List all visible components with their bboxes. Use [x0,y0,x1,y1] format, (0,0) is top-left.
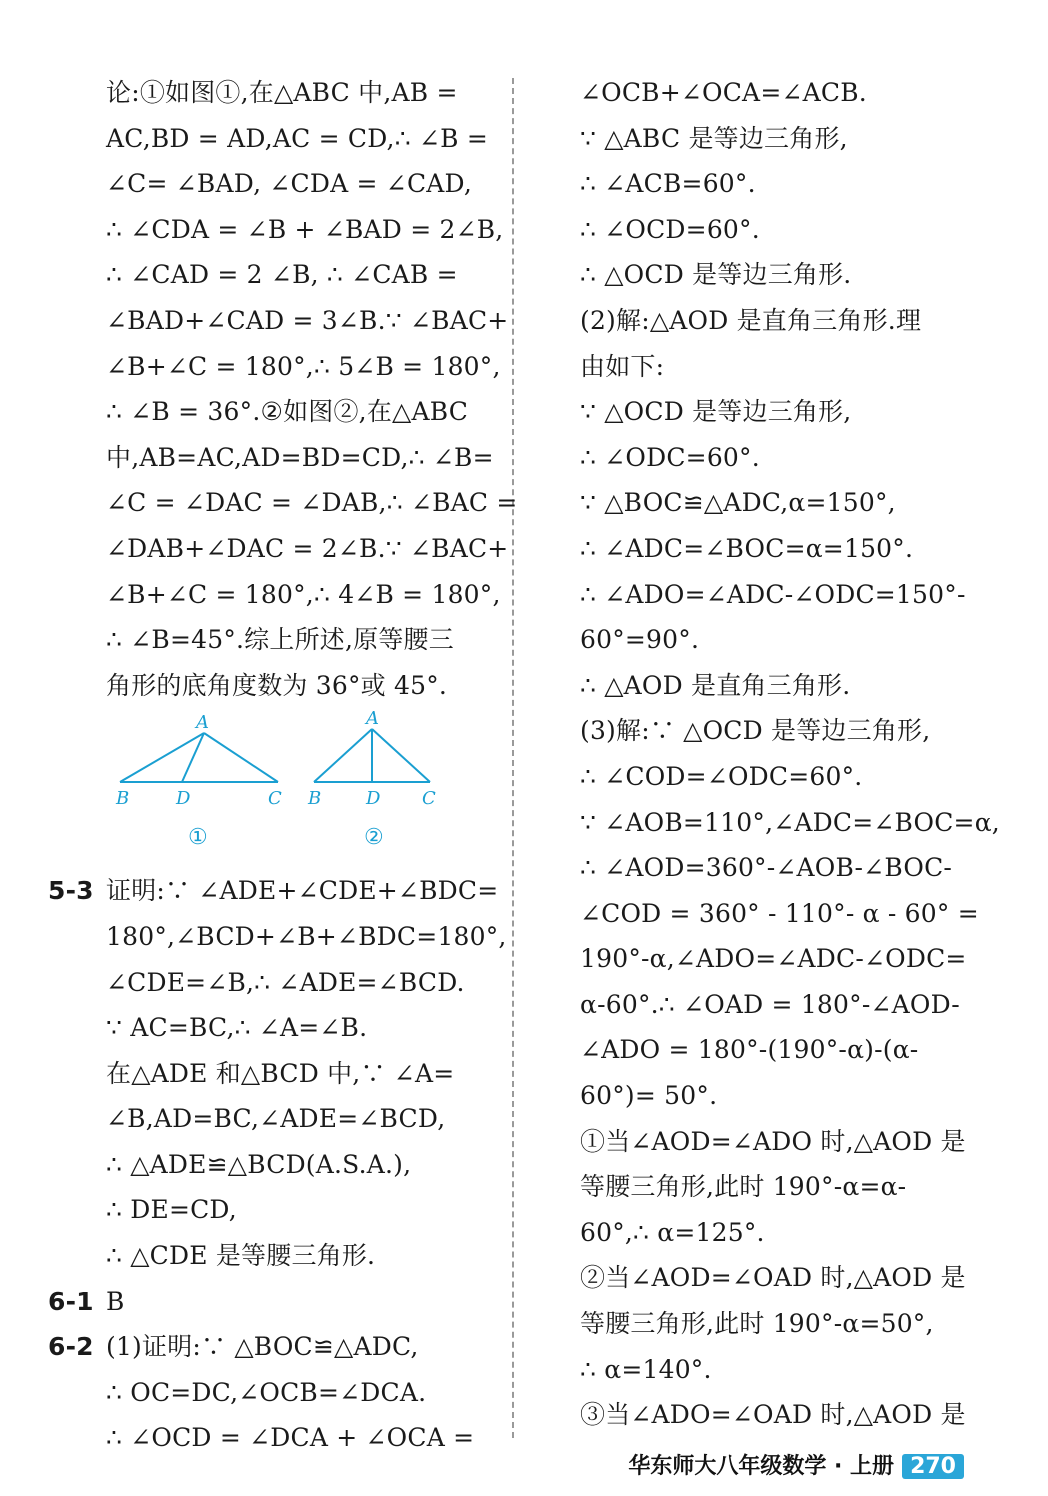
line-text: ∴ ∠B=45°.综上所述,原等腰三 [106,625,454,655]
text-line [574,663,994,709]
answer-6-2 [48,1324,500,1461]
text-line [48,161,500,207]
text-line [48,480,518,526]
text-line [574,252,994,298]
fig2-label-d: D [366,788,381,810]
line-text: ∴ △AOD 是直角三角形. [580,670,851,700]
line-text: ③当∠ADO=∠OAD 时,△AOD 是 [580,1400,966,1430]
text-line [574,1027,994,1073]
text-line [48,1324,500,1370]
text-line [48,1142,500,1188]
text-line [574,572,994,618]
text-line [574,936,994,982]
line-text: AC,BD = AD,AC = CD,∴ ∠B = [106,123,488,153]
line-text: 60°,∴ α=125°. [580,1217,765,1247]
text-line [48,344,500,390]
text-line [574,1210,994,1256]
figure-2 [307,708,436,850]
book-title: 华东师大八年级数学 · 上册 [628,1454,895,1479]
line-text: ∠DAB+∠DAC = 2∠B.∵ ∠BAC+ [106,533,509,563]
line-text: 证明:∵ ∠ADE+∠CDE+∠BDC= [106,876,499,906]
line-text: ∴ ∠OCD=60°. [580,214,760,244]
line-text: 60°)= 50°. [580,1081,718,1111]
text-line [574,1119,994,1165]
line-text: ∠CDE=∠B,∴ ∠ADE=∠BCD. [106,967,465,997]
line-text: ∠B,AD=BC,∠ADE=∠BCD, [106,1104,446,1134]
text-line [574,754,994,800]
line-text: ∠OCB+∠OCA=∠ACB. [580,78,867,107]
line-text: ∠C= ∠BAD, ∠CDA = ∠CAD, [106,169,473,199]
line-text: ∠B+∠C = 180°,∴ 4∠B = 180°, [106,579,501,609]
question-number: 5-3 [48,876,94,906]
text-line [574,70,994,116]
line-text: ∴ ∠CDA = ∠B + ∠BAD = 2∠B, [106,214,504,244]
text-line [48,207,504,253]
line-text: ∠C = ∠DAC = ∠DAB,∴ ∠BAC = [106,488,518,518]
line-text: ∴ ∠OCD = ∠DCA + ∠OCA = [106,1423,475,1453]
line-text: ∠COD = 360° - 110°- α - 60° = [580,898,979,928]
text-line [48,663,500,709]
text-line [574,116,994,162]
text-line [574,1255,994,1301]
line-text: (1)证明:∵ △BOC≌△ADC, [106,1332,419,1362]
fig2-label-a: A [366,708,379,730]
text-line [48,70,500,116]
text-line [574,617,994,663]
line-text: ∠BAD+∠CAD = 3∠B.∵ ∠BAC+ [106,305,509,335]
text-line [574,708,994,754]
right-column [574,70,1000,1438]
line-text: 60°=90°. [580,625,700,655]
fig1-label-c: C [268,788,282,810]
answer-5-2-continued [48,70,518,708]
text-line [574,1392,994,1438]
line-text: ∴ DE=CD, [106,1195,237,1225]
fig2-label-c: C [422,788,436,810]
page-number: 270 [902,1454,964,1479]
left-column [48,70,518,1461]
line-text: ∴ ∠ODC=60°. [580,442,760,472]
line-text: ∴ ∠B = 36°.②如图②,在△ABC [106,397,469,427]
text-line [48,1370,500,1416]
text-line [574,526,994,572]
answer-5-3 [48,868,507,1278]
line-text: ∠B+∠C = 180°,∴ 5∠B = 180°, [106,351,501,381]
text-line [574,207,994,253]
line-text: ∵ △BOC≌△ADC,α=150°, [580,488,896,518]
line-text: (3)解:∵ △OCD 是等边三角形, [580,716,931,746]
text-line [48,960,500,1006]
line-text: ②当∠AOD=∠OAD 时,△AOD 是 [580,1263,966,1293]
fig2-caption: ② [364,825,384,851]
line-text: ∴ OC=DC,∠OCB=∠DCA. [106,1377,427,1407]
fig1-label-b: B [116,788,130,810]
text-line [574,1301,994,1347]
fig1-label-a: A [196,712,209,734]
line-text: ∵ AC=BC,∴ ∠A=∠B. [106,1013,368,1043]
line-text: ①当∠AOD=∠ADO 时,△AOD 是 [580,1126,966,1156]
line-text: 等腰三角形,此时 190°-α=50°, [580,1309,934,1339]
text-line [48,1233,500,1279]
text-line [48,1005,500,1051]
question-number: 6-2 [48,1332,94,1362]
text-line [48,617,500,663]
fig1-label-d: D [176,788,191,810]
line-text: ∴ △CDE 是等腰三角形. [106,1241,376,1271]
figures [48,708,500,868]
line-text: ∠ADO = 180°-(190°-α)-(α- [580,1035,919,1065]
text-line [48,572,500,618]
line-text: ∴ ∠ACB=60°. [580,169,756,199]
text-line [48,435,500,481]
line-text: ∵ ∠AOB=110°,∠ADC=∠BOC=α, [580,807,1000,837]
line-text: ∴ ∠COD=∠ODC=60°. [580,761,863,791]
text-line [48,1187,500,1233]
line-text: 由如下: [580,351,665,381]
line-text: ∴ ∠ADC=∠BOC=α=150°. [580,533,914,563]
column-divider [512,78,514,1438]
text-line [574,344,994,390]
text-line [574,480,994,526]
answer-text: B [106,1286,125,1316]
text-line [48,914,507,960]
text-line [574,1073,994,1119]
answer-6-1 [48,1279,500,1325]
text-line [48,868,500,914]
figure-1 [115,712,282,850]
text-line [48,1415,500,1461]
text-line [574,845,994,891]
text-line [574,1347,994,1393]
line-text: ∵ △OCD 是等边三角形, [580,397,852,427]
text-line [48,116,500,162]
line-text: (2)解:△AOD 是直角三角形.理 [580,305,922,335]
text-line [574,298,994,344]
line-text: ∵ △ABC 是等边三角形, [580,123,848,153]
line-text: ∴ ∠AOD=360°-∠AOB-∠BOC- [580,853,953,883]
text-line [48,252,500,298]
line-text: ∴ α=140°. [580,1354,712,1384]
question-number: 6-1 [48,1286,94,1316]
page-footer [628,1449,964,1480]
line-text: 180°,∠BCD+∠B+∠BDC=180°, [106,921,507,951]
line-text: ∴ △ADE≌△BCD(A.S.A.), [106,1149,412,1179]
text-line [574,1164,994,1210]
text-line [48,1051,500,1097]
line-text: α-60°.∴ ∠OAD = 180°-∠AOD- [580,989,960,1019]
line-text: 190°-α,∠ADO=∠ADC-∠ODC= [580,944,967,974]
line-text: 中,AB=AC,AD=BD=CD,∴ ∠B= [106,442,494,472]
line-text: 在△ADE 和△BCD 中,∵ ∠A= [106,1058,455,1088]
line-text: 角形的底角度数为 36°或 45°. [106,670,448,700]
triangle-figures [48,708,500,868]
text-line [48,389,500,435]
line-text: ∴ △OCD 是等边三角形. [580,260,852,290]
line-text: 论:①如图①,在△ABC 中,AB = [106,78,458,107]
text-line [574,982,994,1028]
fig2-label-b: B [308,788,322,810]
fig1-caption: ① [188,825,208,851]
text-line [574,891,994,937]
text-line [48,1096,500,1142]
line-text: 等腰三角形,此时 190°-α=α- [580,1172,907,1202]
text-line [48,298,509,344]
line-text: ∴ ∠ADO=∠ADC-∠ODC=150°- [580,579,966,609]
text-line [574,800,1000,846]
text-line [574,161,994,207]
text-line [48,526,509,572]
text-line [574,435,994,481]
line-text: ∴ ∠CAD = 2 ∠B, ∴ ∠CAB = [106,260,458,290]
text-line [574,389,994,435]
